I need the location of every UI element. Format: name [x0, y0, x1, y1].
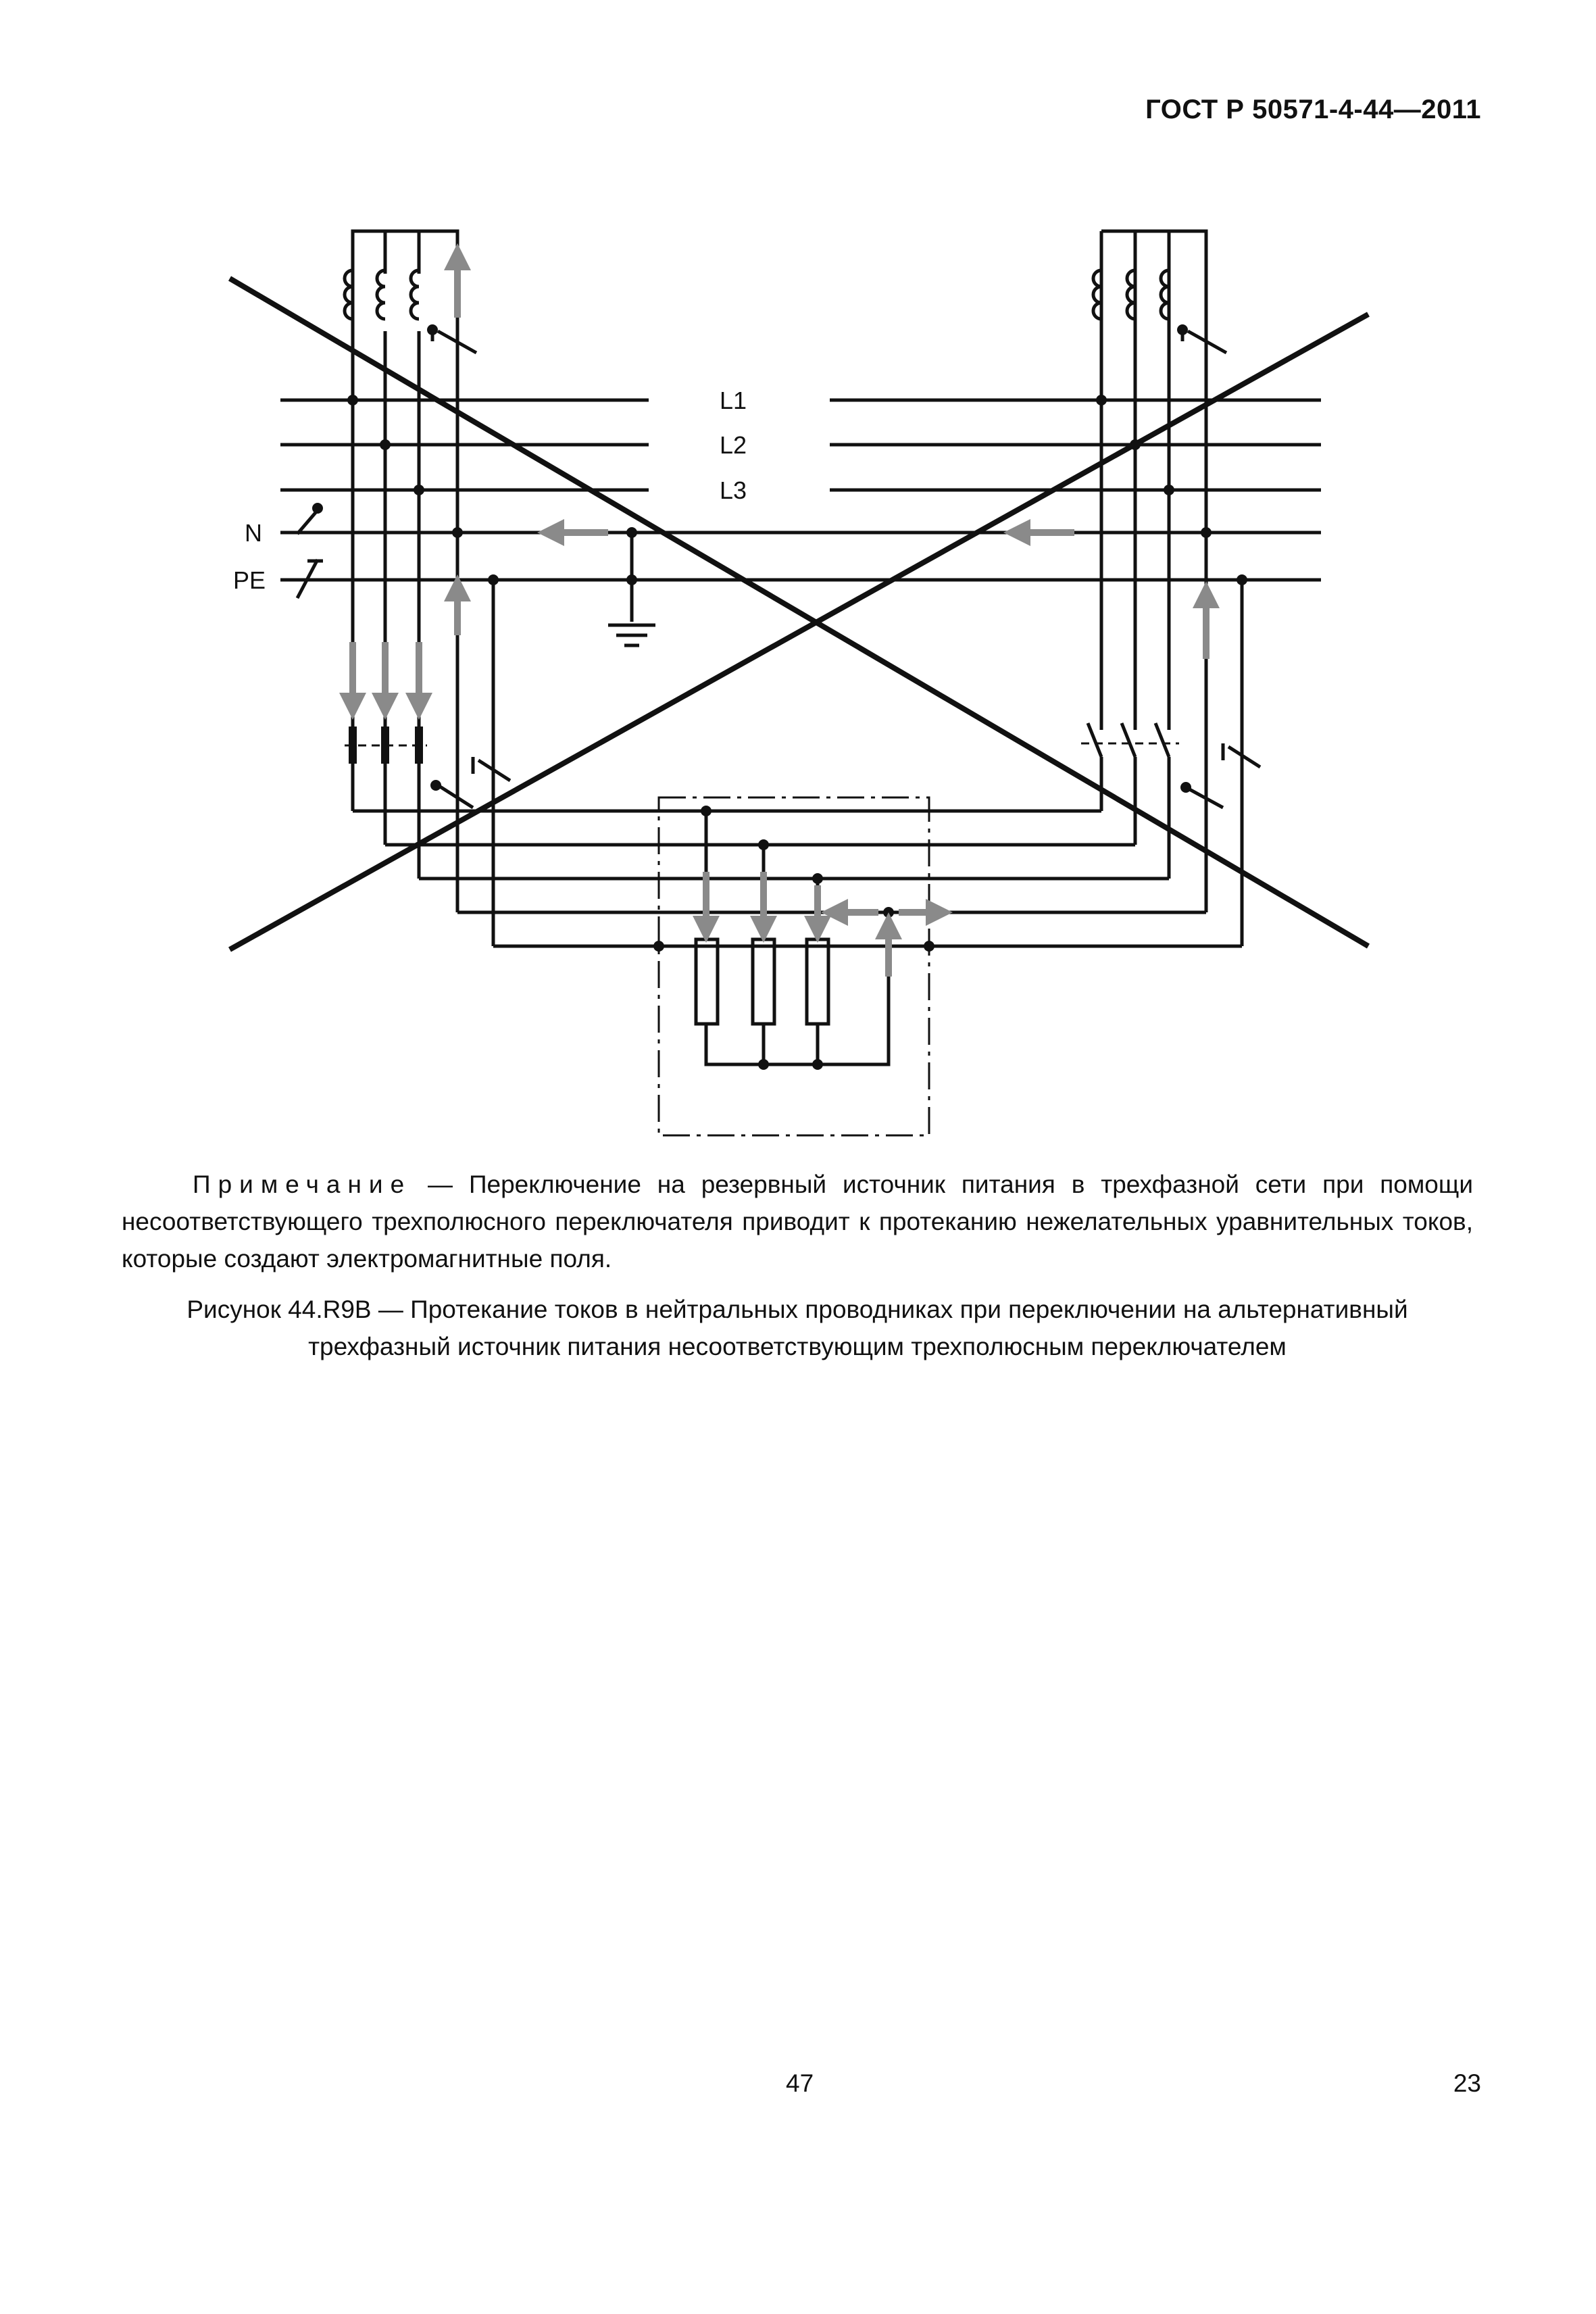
load-resistor-2 — [753, 939, 774, 1024]
figure-note — [122, 1166, 1473, 1277]
label-l3: L3 — [720, 476, 747, 504]
load — [696, 811, 929, 1064]
page-number-right: 23 — [1453, 2069, 1481, 2097]
current-arrows — [353, 257, 1206, 977]
caption-line-2: трехфазный источник питания несоответствующим трехполюсным переключателем — [308, 1333, 1287, 1360]
busbars — [280, 400, 1321, 645]
circuit-diagram — [0, 0, 1596, 1149]
coil-icon — [411, 270, 419, 319]
page-number-center: 47 — [786, 2069, 814, 2097]
label-l2: L2 — [720, 431, 747, 459]
note-heading: Примечание — [193, 1171, 412, 1198]
load-resistor-1 — [696, 939, 718, 1024]
load-resistor-3 — [807, 939, 828, 1024]
note-separator: — — [412, 1171, 469, 1198]
caption-line-1: Рисунок 44.R9B — Протекание токов в нейтральных проводниках при переключении на альтернативный — [186, 1296, 1408, 1323]
right-transformer — [1093, 231, 1226, 777]
label-pe: PE — [233, 566, 266, 594]
label-l1: L1 — [720, 387, 747, 414]
coil-icon — [377, 270, 385, 319]
note-text: Переключение на резервный источник питания в трехфазной сети при помощи несоответствующего трехполюсного переключателя приводит к протеканию нежелательных уравнительных токов, которые создают электромагнитные поля. — [122, 1171, 1473, 1273]
left-contactor — [345, 580, 510, 946]
label-n: N — [245, 519, 262, 547]
figure-caption — [135, 1291, 1460, 1365]
cross-out-mark — [230, 278, 1368, 950]
standard-designation: ГОСТ Р 50571-4-44—2011 — [1145, 95, 1481, 124]
feeders — [353, 811, 1242, 946]
